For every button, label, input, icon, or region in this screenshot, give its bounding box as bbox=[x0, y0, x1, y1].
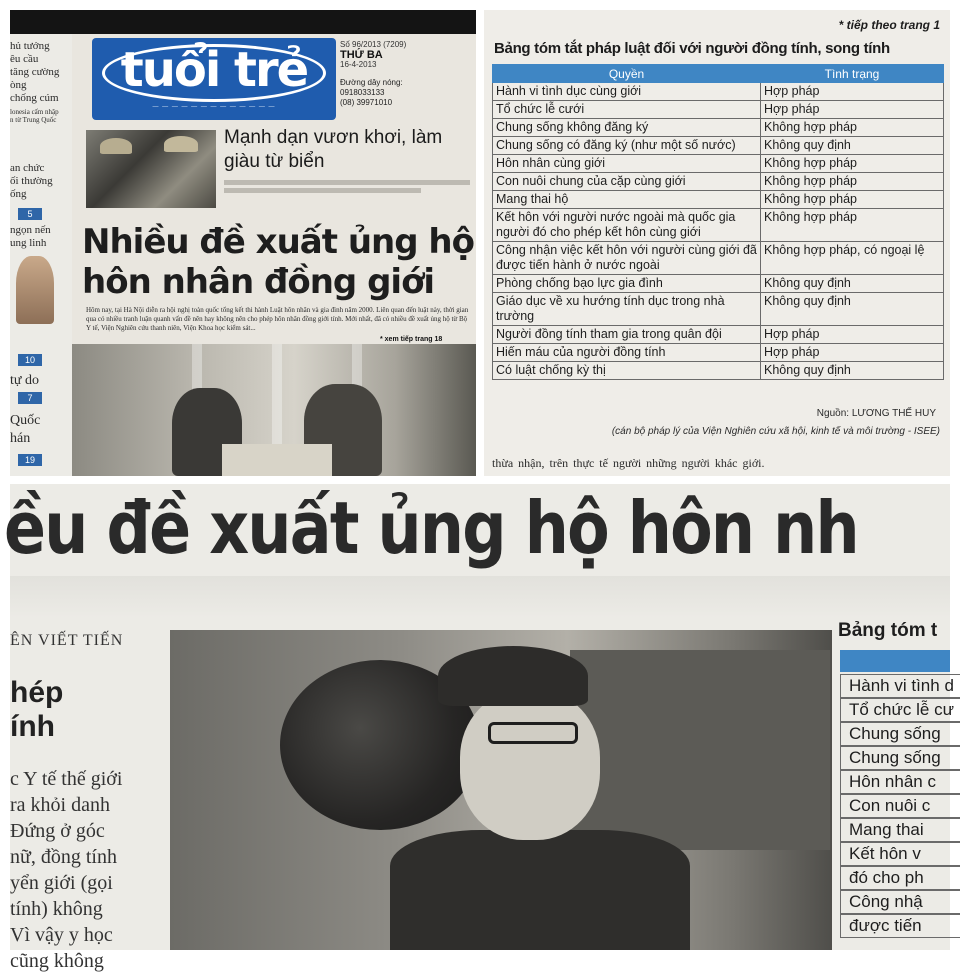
hotline-number: (08) 39971010 bbox=[340, 98, 393, 107]
side-table-header-bar bbox=[840, 650, 950, 672]
sub-headline: hép ính bbox=[10, 676, 64, 743]
status-cell: Hợp pháp bbox=[761, 326, 944, 344]
side-table-row: Công nhậ bbox=[840, 890, 960, 914]
table-row bbox=[493, 191, 944, 209]
logo-text: tuổi trẻ bbox=[120, 42, 308, 98]
portrait-thumbnail bbox=[16, 256, 54, 324]
front-page-photo bbox=[10, 10, 476, 476]
side-table-row: Con nuôi c bbox=[840, 794, 960, 818]
issue-date: 16-4-2013 bbox=[340, 60, 377, 69]
strip-item: Quốc hán bbox=[10, 413, 41, 446]
shopfront bbox=[570, 650, 830, 850]
hotline-block bbox=[340, 78, 470, 108]
table-row bbox=[493, 173, 944, 191]
page-number-badge: 19 bbox=[18, 454, 42, 466]
header-rights: Quyền bbox=[493, 65, 761, 83]
status-cell: Hợp pháp bbox=[761, 83, 944, 101]
table-row bbox=[493, 83, 944, 101]
dark-edge bbox=[10, 10, 476, 34]
right-cell: Phòng chống bạo lực gia đình bbox=[493, 275, 761, 293]
table-row bbox=[493, 242, 944, 275]
table-row bbox=[493, 155, 944, 173]
status-cell: Hợp pháp bbox=[761, 101, 944, 119]
page-number-badge: 5 bbox=[18, 208, 42, 220]
table-row bbox=[493, 119, 944, 137]
status-cell: Không quy định bbox=[761, 275, 944, 293]
small-caption bbox=[224, 180, 470, 193]
hotline-number: 0918033133 bbox=[340, 88, 385, 97]
status-cell: Không hợp pháp bbox=[761, 119, 944, 137]
status-cell: Hợp pháp bbox=[761, 344, 944, 362]
bleed-through-text bbox=[10, 576, 950, 618]
rider-body bbox=[390, 830, 690, 950]
right-cell: Chung sống có đăng ký (như một số nước) bbox=[493, 137, 761, 155]
side-table-row: Kết hôn v bbox=[840, 842, 960, 866]
lead-paragraph: Hôm nay, tại Hà Nội diễn ra hội nghị toàn quốc tổng kết thi hành Luật hôn nhân và gia đình năm 2000. Liên quan đến luật này, thời gian qua có nhiều tranh luận quanh vấn đề nên hay không nên cho phép hôn nhân đồng giới tính. Mới nhất, đã có nhiều đề xuất ủng hộ từ Bộ Y tế, Viện Nghiên cứu thanh niên, Viện Khoa học kiểm sát... bbox=[86, 306, 469, 332]
table-title: Bảng tóm tắt pháp luật đối với người đồng tính, song tính bbox=[494, 40, 890, 57]
glasses-shape bbox=[488, 722, 578, 744]
article-column: c Y tế thế giới ra khỏi danh Đứng ở góc nữ, đồng tính yển giới (gọi tính) không Vì vậy y học cũng không bbox=[10, 768, 123, 972]
law-summary-table bbox=[492, 64, 944, 380]
right-cell: Chung sống không đăng ký bbox=[493, 119, 761, 137]
cap-shape bbox=[438, 646, 588, 706]
side-table-row: Mang thai bbox=[840, 818, 960, 842]
author-byline: ÊN VIẾT TIẾN bbox=[10, 632, 124, 649]
table-row bbox=[493, 293, 944, 326]
see-more-link: * xem tiếp trang 18 bbox=[380, 336, 443, 343]
strip-item: hủ tướng êu cầu tăng cường òng chống cúm bbox=[10, 40, 60, 104]
right-cell: Giáo dục về xu hướng tính dục trong nhà trường bbox=[493, 293, 761, 326]
strip-item: ngọn nến ung linh bbox=[10, 224, 51, 249]
table-row bbox=[493, 275, 944, 293]
status-cell: Không hợp pháp bbox=[761, 191, 944, 209]
smiling-face bbox=[460, 690, 600, 840]
right-cell: Kết hôn với người nước ngoài mà quốc gia người đó cho phép kết hôn cùng giới bbox=[493, 209, 761, 242]
table-source-note: (cán bộ pháp lý của Viện Nghiên cứu xã hội, kinh tế và môi trường - ISEE) bbox=[611, 426, 940, 437]
page-number-badge: 7 bbox=[18, 392, 42, 404]
main-headline: Nhiều đề xuất ủng hộ hôn nhân đồng giới bbox=[82, 222, 474, 302]
table-header-row bbox=[493, 65, 944, 83]
side-table-row: Chung sống bbox=[840, 746, 960, 770]
body-text-line: thừa nhận, trên thực tế người những người khác giới. bbox=[492, 456, 765, 470]
table-row bbox=[493, 209, 944, 242]
side-table-row: Tổ chức lễ cư bbox=[840, 698, 960, 722]
right-cell: Hiến máu của người đồng tính bbox=[493, 344, 761, 362]
status-cell: Không quy định bbox=[761, 137, 944, 155]
issue-info bbox=[340, 40, 470, 70]
table-row bbox=[493, 137, 944, 155]
side-table-title: Bảng tóm t bbox=[838, 620, 938, 641]
status-cell: Không hợp pháp bbox=[761, 155, 944, 173]
status-cell: Không hợp pháp bbox=[761, 209, 944, 242]
header-status: Tình trạng bbox=[761, 65, 944, 83]
right-cell: Con nuôi chung của cặp cùng giới bbox=[493, 173, 761, 191]
table-row bbox=[493, 362, 944, 380]
side-table-row: được tiến bbox=[840, 914, 960, 938]
right-cell: Có luật chống kỳ thị bbox=[493, 362, 761, 380]
right-cell: Hôn nhân cùng giới bbox=[493, 155, 761, 173]
left-news-strip bbox=[10, 34, 72, 476]
fishermen-photo bbox=[86, 130, 216, 208]
hat-shape bbox=[164, 136, 198, 152]
right-cell: Công nhận việc kết hôn với người cùng giới đã được tiến hành ở nước ngoài bbox=[493, 242, 761, 275]
issue-day: THỨ BA bbox=[340, 49, 383, 61]
page-number-badge: 10 bbox=[18, 354, 42, 366]
secondary-headline: Mạnh dạn vươn khơi, làm giàu từ biển bbox=[224, 127, 443, 172]
tuoi-tre-logo bbox=[92, 38, 336, 120]
right-cell: Tổ chức lễ cưới bbox=[493, 101, 761, 119]
table-row bbox=[493, 344, 944, 362]
couple-photo bbox=[72, 344, 476, 476]
right-cell: Mang thai hộ bbox=[493, 191, 761, 209]
strip-item: lonesia cấm nhập n từ Trung Quốc bbox=[10, 108, 59, 124]
status-cell: Không hợp pháp bbox=[761, 173, 944, 191]
law-table-photo bbox=[484, 10, 950, 476]
right-cell: Hành vi tình dục cùng giới bbox=[493, 83, 761, 101]
table-shape bbox=[222, 444, 332, 476]
table-row bbox=[493, 326, 944, 344]
side-table-row: Hôn nhân c bbox=[840, 770, 960, 794]
right-cell: Người đồng tính tham gia trong quân đội bbox=[493, 326, 761, 344]
status-cell: Không quy định bbox=[761, 293, 944, 326]
closeup-headline: ều đề xuất ủng hộ hôn nh bbox=[4, 486, 858, 570]
table-row bbox=[493, 101, 944, 119]
logo-subtitle: — — — — — — — — — — — — — bbox=[152, 104, 276, 110]
side-table-row: Hành vi tình d bbox=[840, 674, 960, 698]
table-source: Nguồn: LƯƠNG THẾ HUY bbox=[816, 408, 936, 419]
strip-item: tự do bbox=[10, 373, 39, 388]
status-cell: Không quy định bbox=[761, 362, 944, 380]
side-table-row: đó cho ph bbox=[840, 866, 960, 890]
continued-note: * tiếp theo trang 1 bbox=[838, 18, 940, 32]
closeup-photo bbox=[4, 484, 954, 972]
hotline-label: Đường dây nóng: bbox=[340, 78, 403, 87]
status-cell: Không hợp pháp, có ngoại lệ bbox=[761, 242, 944, 275]
strip-item: an chức ối thường ống bbox=[10, 162, 53, 200]
motorbike-photo bbox=[170, 630, 832, 950]
side-table-rows bbox=[840, 674, 960, 938]
hat-shape bbox=[100, 138, 132, 154]
side-table-row: Chung sống bbox=[840, 722, 960, 746]
issue-number: Số 96/2013 (7209) bbox=[340, 40, 407, 49]
